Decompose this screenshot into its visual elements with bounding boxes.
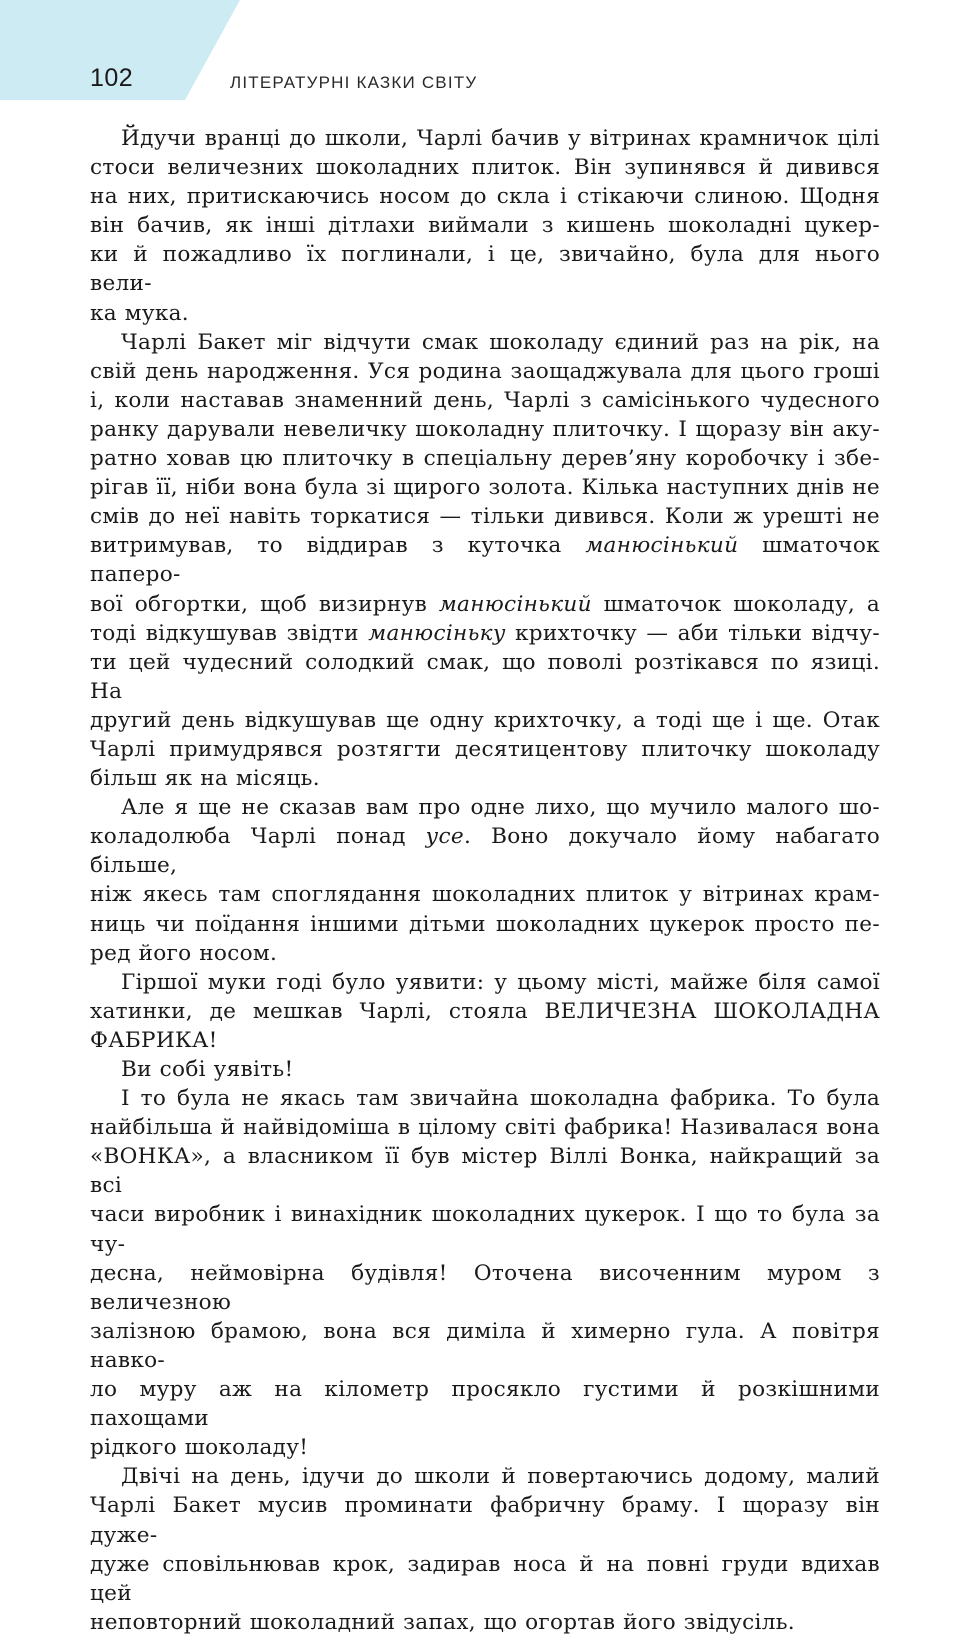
paragraph bbox=[90, 328, 880, 794]
text-line bbox=[90, 619, 880, 648]
text-line bbox=[90, 822, 880, 880]
text-line bbox=[90, 939, 880, 968]
body-text bbox=[90, 124, 880, 1637]
text-line bbox=[90, 880, 880, 909]
text-segment: смів до неї навіть торкатися — тільки дивився. Коли ж урешті не bbox=[90, 504, 880, 530]
text-segment: дуже сповільнював крок, задирав носа й на повні груди вдихав цей bbox=[90, 1551, 880, 1606]
text-line bbox=[90, 124, 880, 153]
text-segment: ло муру аж на кілометр просякло густими й розкішними пахощами bbox=[90, 1377, 880, 1432]
text-segment: Чарлі Бакет мусив проминати фабричну браму. І щоразу він дуже- bbox=[90, 1493, 880, 1548]
text-line bbox=[90, 473, 880, 502]
text-segment: на них, притискаючись носом до скла і стікаючи слиною. Щодня bbox=[90, 184, 880, 210]
text-line bbox=[90, 1084, 880, 1113]
text-segment: найбільша й найвідоміша в цілому світі фабрика! Називалася вона bbox=[90, 1115, 880, 1141]
text-segment: десна, неймовірна будівля! Оточена височенним муром з величезною bbox=[90, 1260, 880, 1315]
text-segment: ка мука. bbox=[90, 300, 189, 326]
text-segment: Але я ще не сказав вам про одне лихо, що мучило малого шо- bbox=[121, 795, 880, 821]
text-line bbox=[90, 590, 880, 619]
text-segment: неповторний шоколадний запах, що огортав його звідусіль. bbox=[90, 1609, 795, 1635]
text-segment: і, коли наставав знаменний день, Чарлі з самісінького чудесного bbox=[90, 387, 880, 413]
text-segment: «ВОНКА», а власником її був містер Віллі Вонка, найкращий за всі bbox=[90, 1144, 880, 1199]
text-line bbox=[90, 997, 880, 1026]
text-segment: Чарлі Бакет міг відчути смак шоколаду єдиний раз на рік, на bbox=[121, 329, 880, 355]
paragraph bbox=[90, 793, 880, 968]
paragraph bbox=[90, 124, 880, 328]
text-line bbox=[90, 1113, 880, 1142]
text-line bbox=[90, 910, 880, 939]
text-segment: ти цей чудесний солодкий смак, що поволі розтікався по язиці. На bbox=[90, 649, 880, 704]
text-line bbox=[90, 386, 880, 415]
text-line bbox=[90, 764, 880, 793]
text-line bbox=[90, 1055, 880, 1084]
text-segment: часи виробник і винахідник шоколадних цукерок. І що то була за чу- bbox=[90, 1202, 880, 1257]
text-segment: рідкого шоколаду! bbox=[90, 1435, 309, 1461]
text-segment: вої обгортки, щоб визирнув bbox=[90, 591, 439, 617]
text-line bbox=[90, 706, 880, 735]
text-line bbox=[90, 1375, 880, 1433]
paragraph bbox=[90, 1462, 880, 1637]
paragraph bbox=[90, 968, 880, 1055]
text-line bbox=[90, 153, 880, 182]
text-segment: Двічі на день, ідучи до школи й повертаючись додому, малий bbox=[121, 1464, 880, 1490]
text-segment: шматочок паперо- bbox=[90, 533, 880, 588]
text-line bbox=[90, 1462, 880, 1491]
text-line bbox=[90, 735, 880, 764]
italic-text: манюсінький bbox=[585, 533, 739, 559]
text-segment: Чарлі примудрявся розтягти десятицентову плиточку шоколаду bbox=[90, 736, 880, 762]
text-line bbox=[90, 1491, 880, 1549]
text-segment: тоді відкушував звідти bbox=[90, 620, 369, 646]
text-segment: свій день народження. Уся родина заощаджувала для цього гроші bbox=[90, 358, 880, 384]
text-segment: . Воно докучало йому набагато більше, bbox=[90, 824, 880, 879]
text-segment: шматочок шоколаду, а bbox=[591, 591, 881, 617]
text-line bbox=[90, 1200, 880, 1258]
text-segment: ранку дарували невеличку шоколадну плиточку. І щоразу він аку- bbox=[90, 416, 880, 442]
text-segment: другий день відкушував ще одну крихточку, а тоді ще і ще. Отак bbox=[90, 707, 880, 733]
text-segment: Гіршої муки годі було уявити: у цьому місті, майже біля самої bbox=[121, 969, 880, 995]
italic-text: усе bbox=[425, 824, 464, 850]
paragraph bbox=[90, 1055, 880, 1084]
italic-text: манюсіньку bbox=[368, 620, 506, 646]
italic-text: манюсінький bbox=[438, 591, 592, 617]
text-segment: ред його носом. bbox=[90, 940, 278, 966]
text-line bbox=[90, 1433, 880, 1462]
page-number: 102 bbox=[90, 64, 134, 92]
text-segment: ФАБРИКА! bbox=[90, 1027, 218, 1053]
text-line bbox=[90, 357, 880, 386]
text-line bbox=[90, 793, 880, 822]
text-line bbox=[90, 182, 880, 211]
text-line bbox=[90, 415, 880, 444]
text-line bbox=[90, 1317, 880, 1375]
text-line bbox=[90, 240, 880, 298]
text-segment: Ви собі уявіть! bbox=[121, 1057, 294, 1082]
text-line bbox=[90, 502, 880, 531]
text-line bbox=[90, 328, 880, 357]
text-segment: коладолюба Чарлі понад bbox=[90, 824, 426, 850]
text-segment: він бачив, як інші дітлахи виймали з кишень шоколадні цукер- bbox=[90, 213, 880, 239]
text-line bbox=[90, 1259, 880, 1317]
text-segment: хатинки, де мешкав Чарлі, стояла ВЕЛИЧЕЗНА ШОКОЛАДНА bbox=[90, 998, 880, 1024]
text-segment: І то була не якась там звичайна шоколадна фабрика. То була bbox=[121, 1086, 880, 1112]
text-segment: ки й пожадливо їх поглинали, і це, звичайно, була для нього вели- bbox=[90, 242, 880, 297]
text-segment: стоси величезних шоколадних плиток. Він зупинявся й дивився bbox=[90, 155, 880, 181]
text-segment: Йдучи вранці до школи, Чарлі бачив у вітринах крамничок цілі bbox=[121, 126, 880, 151]
text-line bbox=[90, 968, 880, 997]
text-line bbox=[90, 1142, 880, 1200]
text-segment: ниць чи поїдання іншими дітьми шоколадних цукерок просто пе- bbox=[90, 911, 880, 937]
text-segment: витримував, то віддирав з куточка bbox=[90, 533, 586, 559]
text-segment: рігав її, ніби вона була зі щирого золота. Кілька наступних днів не bbox=[90, 475, 880, 501]
text-line bbox=[90, 299, 880, 328]
text-line bbox=[90, 444, 880, 473]
text-line bbox=[90, 648, 880, 706]
text-line bbox=[90, 1550, 880, 1608]
text-segment: більш як на місяць. bbox=[90, 766, 320, 792]
text-segment: ніж якесь там споглядання шоколадних плиток у вітринах крам- bbox=[90, 882, 880, 908]
text-line bbox=[90, 211, 880, 240]
text-segment: ратно ховав цю плиточку в спеціальну дерев’яну коробочку і збе- bbox=[90, 446, 880, 472]
running-head: ЛІТЕРАТУРНІ КАЗКИ СВІТУ bbox=[230, 73, 478, 92]
paragraph bbox=[90, 1084, 880, 1462]
text-segment: залізною брамою, вона вся диміла й химерно гула. А повітря навко- bbox=[90, 1318, 880, 1373]
text-line bbox=[90, 1608, 880, 1637]
text-line bbox=[90, 531, 880, 589]
text-line bbox=[90, 1026, 880, 1055]
text-segment: крихточку — аби тільки відчу- bbox=[505, 620, 880, 646]
